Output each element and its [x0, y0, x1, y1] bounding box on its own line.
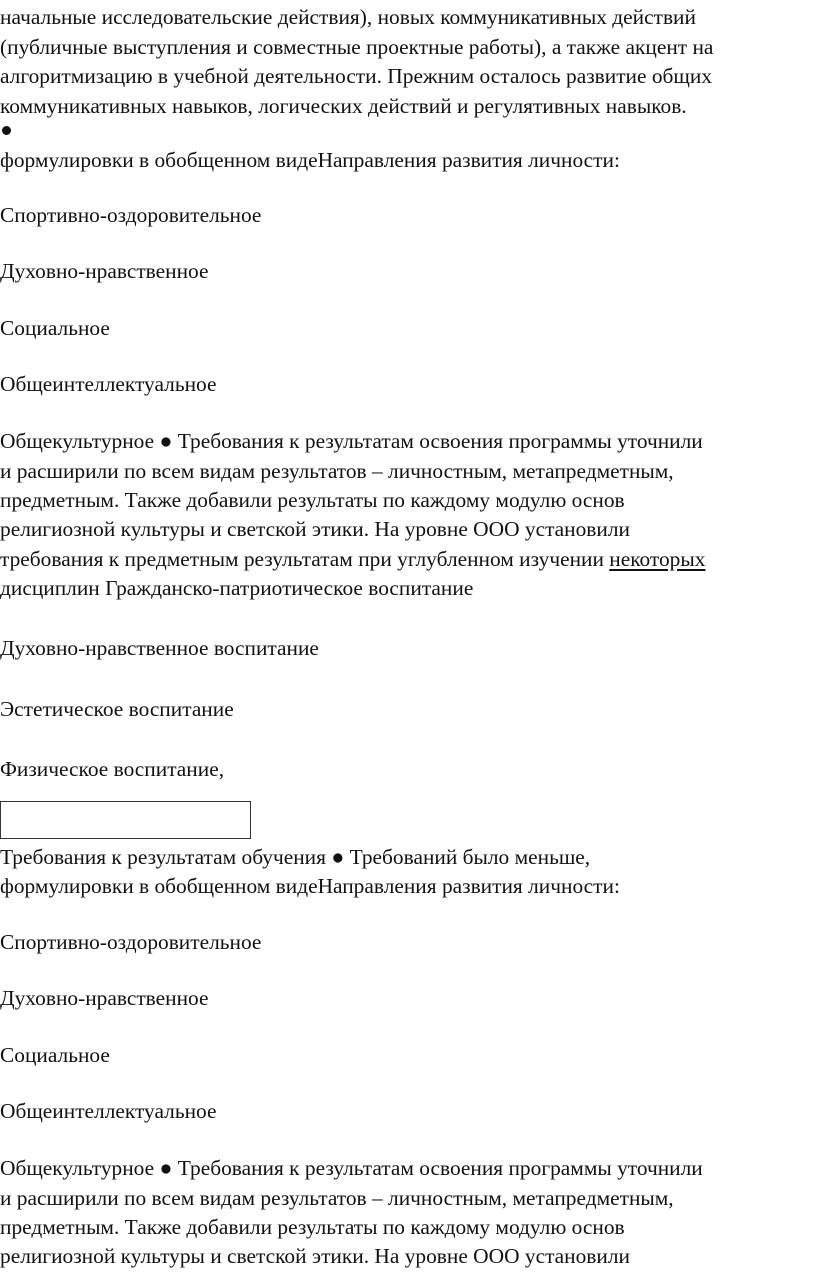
results-heading-line: [0, 843, 590, 871]
directions-heading: формулировки в обобщенном видеНаправления развития личности:: [0, 148, 620, 172]
requirements-text: Требования к результатам освоения программы уточнили: [177, 1156, 703, 1180]
empty-frame: [0, 801, 251, 839]
bullet-icon: ●: [331, 845, 345, 869]
requirements-line-1: [0, 427, 703, 455]
intro-line-4: коммуникативных навыков, логических действий и регулятивных навыков.: [0, 94, 687, 118]
requirements-line-3: предметным. Также добавили результаты по каждому модулю основ: [0, 488, 625, 512]
direction-item: Социальное: [0, 1043, 110, 1067]
direction-item: Спортивно-оздоровительное: [0, 930, 262, 954]
directions-heading: формулировки в обобщенном видеНаправления развития личности:: [0, 874, 620, 898]
direction-item: Общекультурное: [0, 429, 155, 453]
requirements-text: требования к предметным результатам при углубленном изучении: [0, 547, 610, 571]
bullet-icon: ●: [159, 429, 173, 453]
requirements-line-3: предметным. Также добавили результаты по каждому модулю основ: [0, 1215, 625, 1239]
intro-line-2: (публичные выступления и совместные проектные работы), а также акцент на: [0, 35, 714, 59]
bullet-icon: ●: [159, 1156, 173, 1180]
results-heading: Требования к результатам обучения: [0, 845, 326, 869]
direction-item: Общекультурное: [0, 1156, 155, 1180]
direction-item: Спортивно-оздоровительное: [0, 203, 262, 227]
intro-line-3: алгоритмизацию в учебной деятельности. Прежним осталось развитие общих: [0, 64, 713, 88]
requirements-line-4: религиозной культуры и светской этики. На уровне ООО установили: [0, 1244, 630, 1268]
requirements-line-1: [0, 1154, 703, 1182]
upbringing-item: Духовно-нравственное воспитание: [0, 636, 319, 660]
requirements-line-5: [0, 545, 705, 573]
direction-item: Общеинтеллектуальное: [0, 372, 217, 396]
bullet-icon: [2, 126, 11, 135]
direction-item: Духовно-нравственное: [0, 986, 209, 1010]
requirements-line-6: дисциплин Гражданско-патриотическое воспитание: [0, 576, 474, 600]
intro-line-1: начальные исследовательские действия), новых коммуникативных действий: [0, 5, 696, 29]
requirements-line-2: и расширили по всем видам результатов – личностным, метапредметным,: [0, 1186, 674, 1210]
upbringing-item: Эстетическое воспитание: [0, 697, 234, 721]
requirements-text: Требования к результатам освоения программы уточнили: [177, 429, 703, 453]
direction-item: Общеинтеллектуальное: [0, 1099, 217, 1123]
upbringing-item: Физическое воспитание,: [0, 757, 225, 781]
requirements-line-2: и расширили по всем видам результатов – личностным, метапредметным,: [0, 459, 674, 483]
requirements-line-4: религиозной культуры и светской этики. На уровне ООО установили: [0, 517, 630, 541]
results-heading-tail: Требований было меньше,: [349, 845, 591, 869]
direction-item: Социальное: [0, 316, 110, 340]
direction-item: Духовно-нравственное: [0, 259, 209, 283]
some-disciplines-link[interactable]: некоторых: [609, 547, 706, 571]
